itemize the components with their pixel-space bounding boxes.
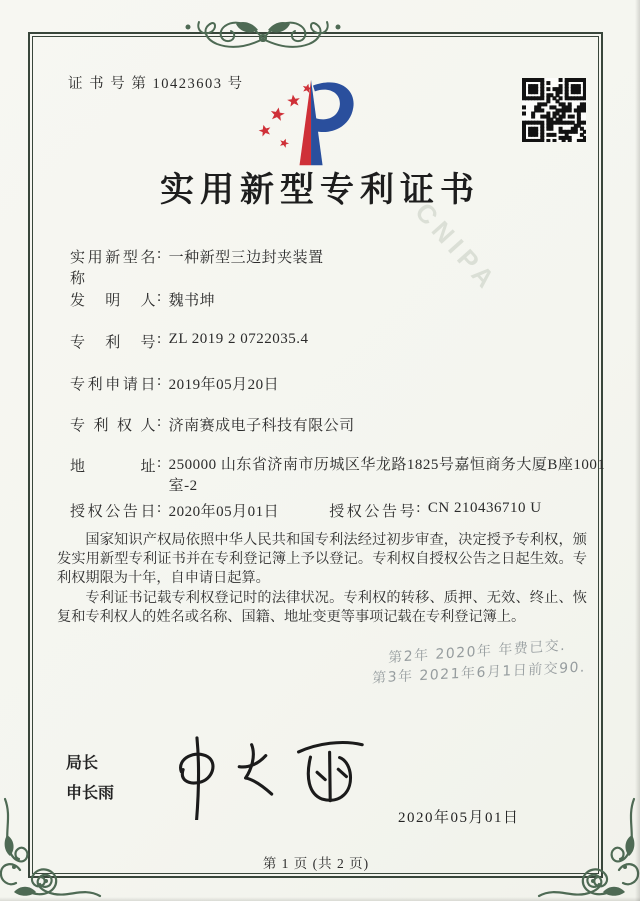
field-row-filing-date — [70, 373, 279, 394]
field-value: 250000 山东省济南市历城区华龙路1825号嘉恒商务大厦B座1001室-2 — [168, 457, 606, 494]
field-row-utility-model-name — [70, 246, 324, 288]
field-pair-grant-number — [329, 500, 541, 521]
signer-title: 局长 — [66, 755, 99, 772]
signer-name: 申长雨 — [66, 785, 115, 802]
field-value: 2019年05月20日 — [168, 377, 280, 393]
field-colon: : — [157, 373, 162, 389]
bottom-right-flourish-icon — [535, 795, 640, 901]
field-colon: : — [157, 331, 162, 347]
field-value: 济南赛成电子科技有限公司 — [168, 418, 355, 434]
field-colon: : — [157, 414, 162, 430]
scan-edge-bottom — [0, 897, 640, 901]
page-title: 实用新型专利证书 — [160, 172, 480, 209]
field-label: 授权公告日 — [70, 504, 156, 520]
field-value: CN 210436710 U — [427, 500, 542, 516]
field-value: 一种新型三边封夹装置 — [168, 250, 324, 266]
legal-paragraph-2: 专利证书记载专利权登记时的法律状况。专利权的转移、质押、无效、终止、恢复和专利权人的姓名或名称、国籍、地址变更等事项记载在专利登记簿上。 — [57, 589, 587, 625]
field-colon: : — [157, 246, 162, 262]
qr-code — [522, 78, 586, 142]
field-label: 实用新型名称 — [70, 250, 156, 287]
logo-red-spike — [300, 80, 312, 165]
field-row-grant-info — [70, 500, 542, 521]
handwritten-note-1: 第2年 2020年 年费已交. — [388, 637, 567, 667]
field-label: 授权公告号 — [329, 504, 416, 520]
field-label: 地址 — [70, 459, 156, 475]
cnipa-logo-icon — [254, 76, 370, 172]
field-label: 专利申请日 — [70, 377, 156, 393]
certificate-number: 证 书 号 第 10423603 号 — [68, 76, 244, 92]
field-value: 魏书坤 — [168, 293, 216, 309]
field-row-inventor — [70, 289, 215, 310]
legal-text — [57, 531, 587, 627]
field-value: ZL 2019 2 0722035.4 — [168, 331, 309, 347]
top-flourish-icon — [178, 9, 348, 57]
field-colon: : — [416, 500, 421, 516]
security-watermark: CNIPA — [409, 196, 505, 298]
field-colon: : — [157, 500, 162, 516]
signature-scrawl-icon — [148, 728, 403, 820]
field-row-patent-number — [70, 331, 308, 352]
field-label: 发明人 — [70, 293, 156, 309]
logo-blue-bowl — [313, 82, 354, 132]
field-colon: : — [157, 455, 162, 471]
field-row-address — [70, 455, 621, 497]
field-label: 专利权人 — [70, 418, 156, 434]
field-colon: : — [157, 289, 162, 305]
issue-date: 2020年05月01日 — [398, 810, 520, 826]
handwritten-note-2: 第3年 2021年6月1日前交90. — [371, 659, 587, 687]
bottom-left-flourish-icon — [0, 795, 104, 901]
field-row-patentee — [70, 414, 355, 435]
legal-paragraph-1: 国家知识产权局依照中华人民共和国专利法经过初步审查，决定授予专利权，颁发实用新型专利证书并在专利登记簿上予以登记。专利权自授权公告之日起生效。专利权期限为十年，自申请日起算。 — [57, 532, 587, 587]
page-footer: 第 1 页 (共 2 页) — [262, 856, 370, 871]
scan-edge-right — [635, 0, 640, 901]
signer-block — [66, 749, 114, 809]
field-label: 专利号 — [70, 335, 156, 351]
field-value: 2020年05月01日 — [168, 504, 280, 520]
